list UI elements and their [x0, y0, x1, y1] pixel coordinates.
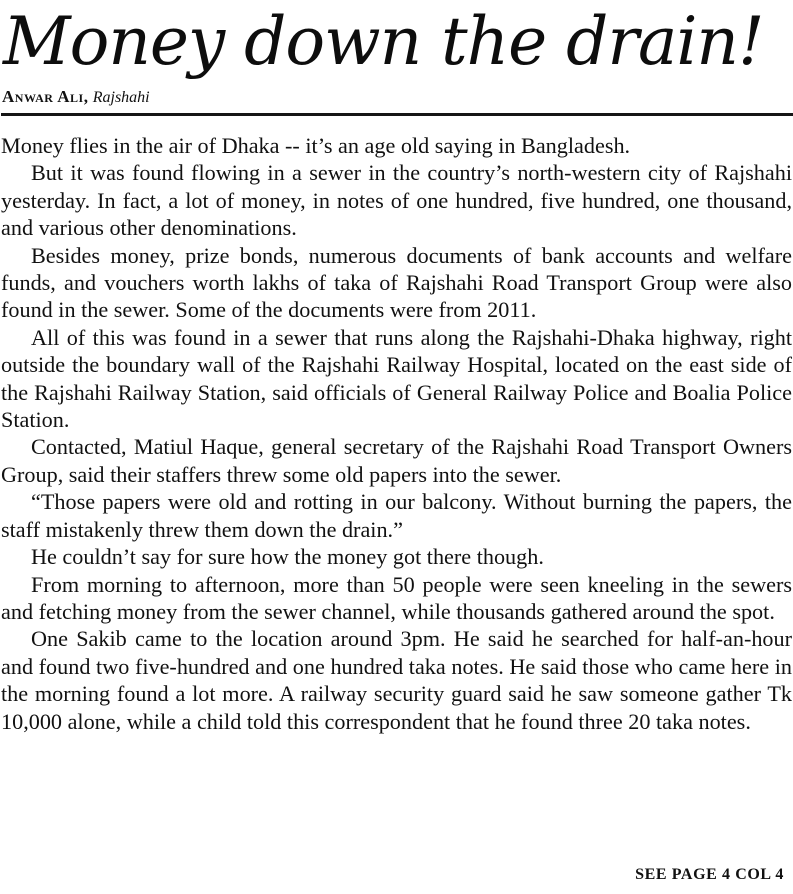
article-body — [1, 132, 792, 735]
continued-on-page-label: SEE PAGE 4 COL 4 — [635, 866, 784, 883]
article-paragraph-7: He couldn’t say for sure how the money got there though. — [31, 544, 544, 570]
article-paragraph-3: Besides money, prize bonds, numerous documents of bank accounts and welfare funds, and vouchers worth lakhs of taka of Rajshahi Road Transport Group were also found in the sewer. Some of the documents were from 2011. — [1, 242, 792, 323]
byline-author: Anwar Ali, — [2, 87, 89, 106]
article-paragraph-2: But it was found flowing in a sewer in the country’s north-western city of Rajshahi yesterday. In fact, a lot of money, in notes of one hundred, five hundred, one thousand, and various other denominations. — [1, 160, 792, 241]
article-paragraph-8: From morning to afternoon, more than 50 people were seen kneeling in the sewers and fetching money from the sewer channel, while thousands gathered around the spot. — [1, 571, 792, 624]
article-paragraph-6: “Those papers were old and rotting in our balcony. Without burning the papers, the staff mistakenly threw them down the drain.” — [1, 489, 792, 542]
article-byline — [1, 86, 793, 110]
article-headline: Money down the drain! — [3, 3, 764, 80]
article-paragraph-5: Contacted, Matiul Haque, general secretary of the Rajshahi Road Transport Owners Group, said their staffers threw some old papers into the sewer. — [1, 434, 792, 487]
article-paragraph-9: One Sakib came to the location around 3pm. He said he searched for half-an-hour and found two five-hundred and one hundred taka notes. He said those who came here in the morning found a lot more. A railway security guard said he saw someone gather Tk 10,000 alone, while a child told this correspondent that he found three 20 taka notes. — [1, 626, 792, 734]
byline-location: Rajshahi — [92, 89, 150, 106]
headline-divider — [1, 113, 793, 116]
article-paragraph-1: Money flies in the air of Dhaka -- it’s an age old saying in Bangladesh. — [1, 133, 631, 158]
article-paragraph-4: All of this was found in a sewer that runs along the Rajshahi-Dhaka highway, right outside the boundary wall of the Rajshahi Railway Hospital, located on the east side of the Rajshahi Railway Station, said officials of General Railway Police and Boalia Police Station. — [1, 324, 792, 433]
